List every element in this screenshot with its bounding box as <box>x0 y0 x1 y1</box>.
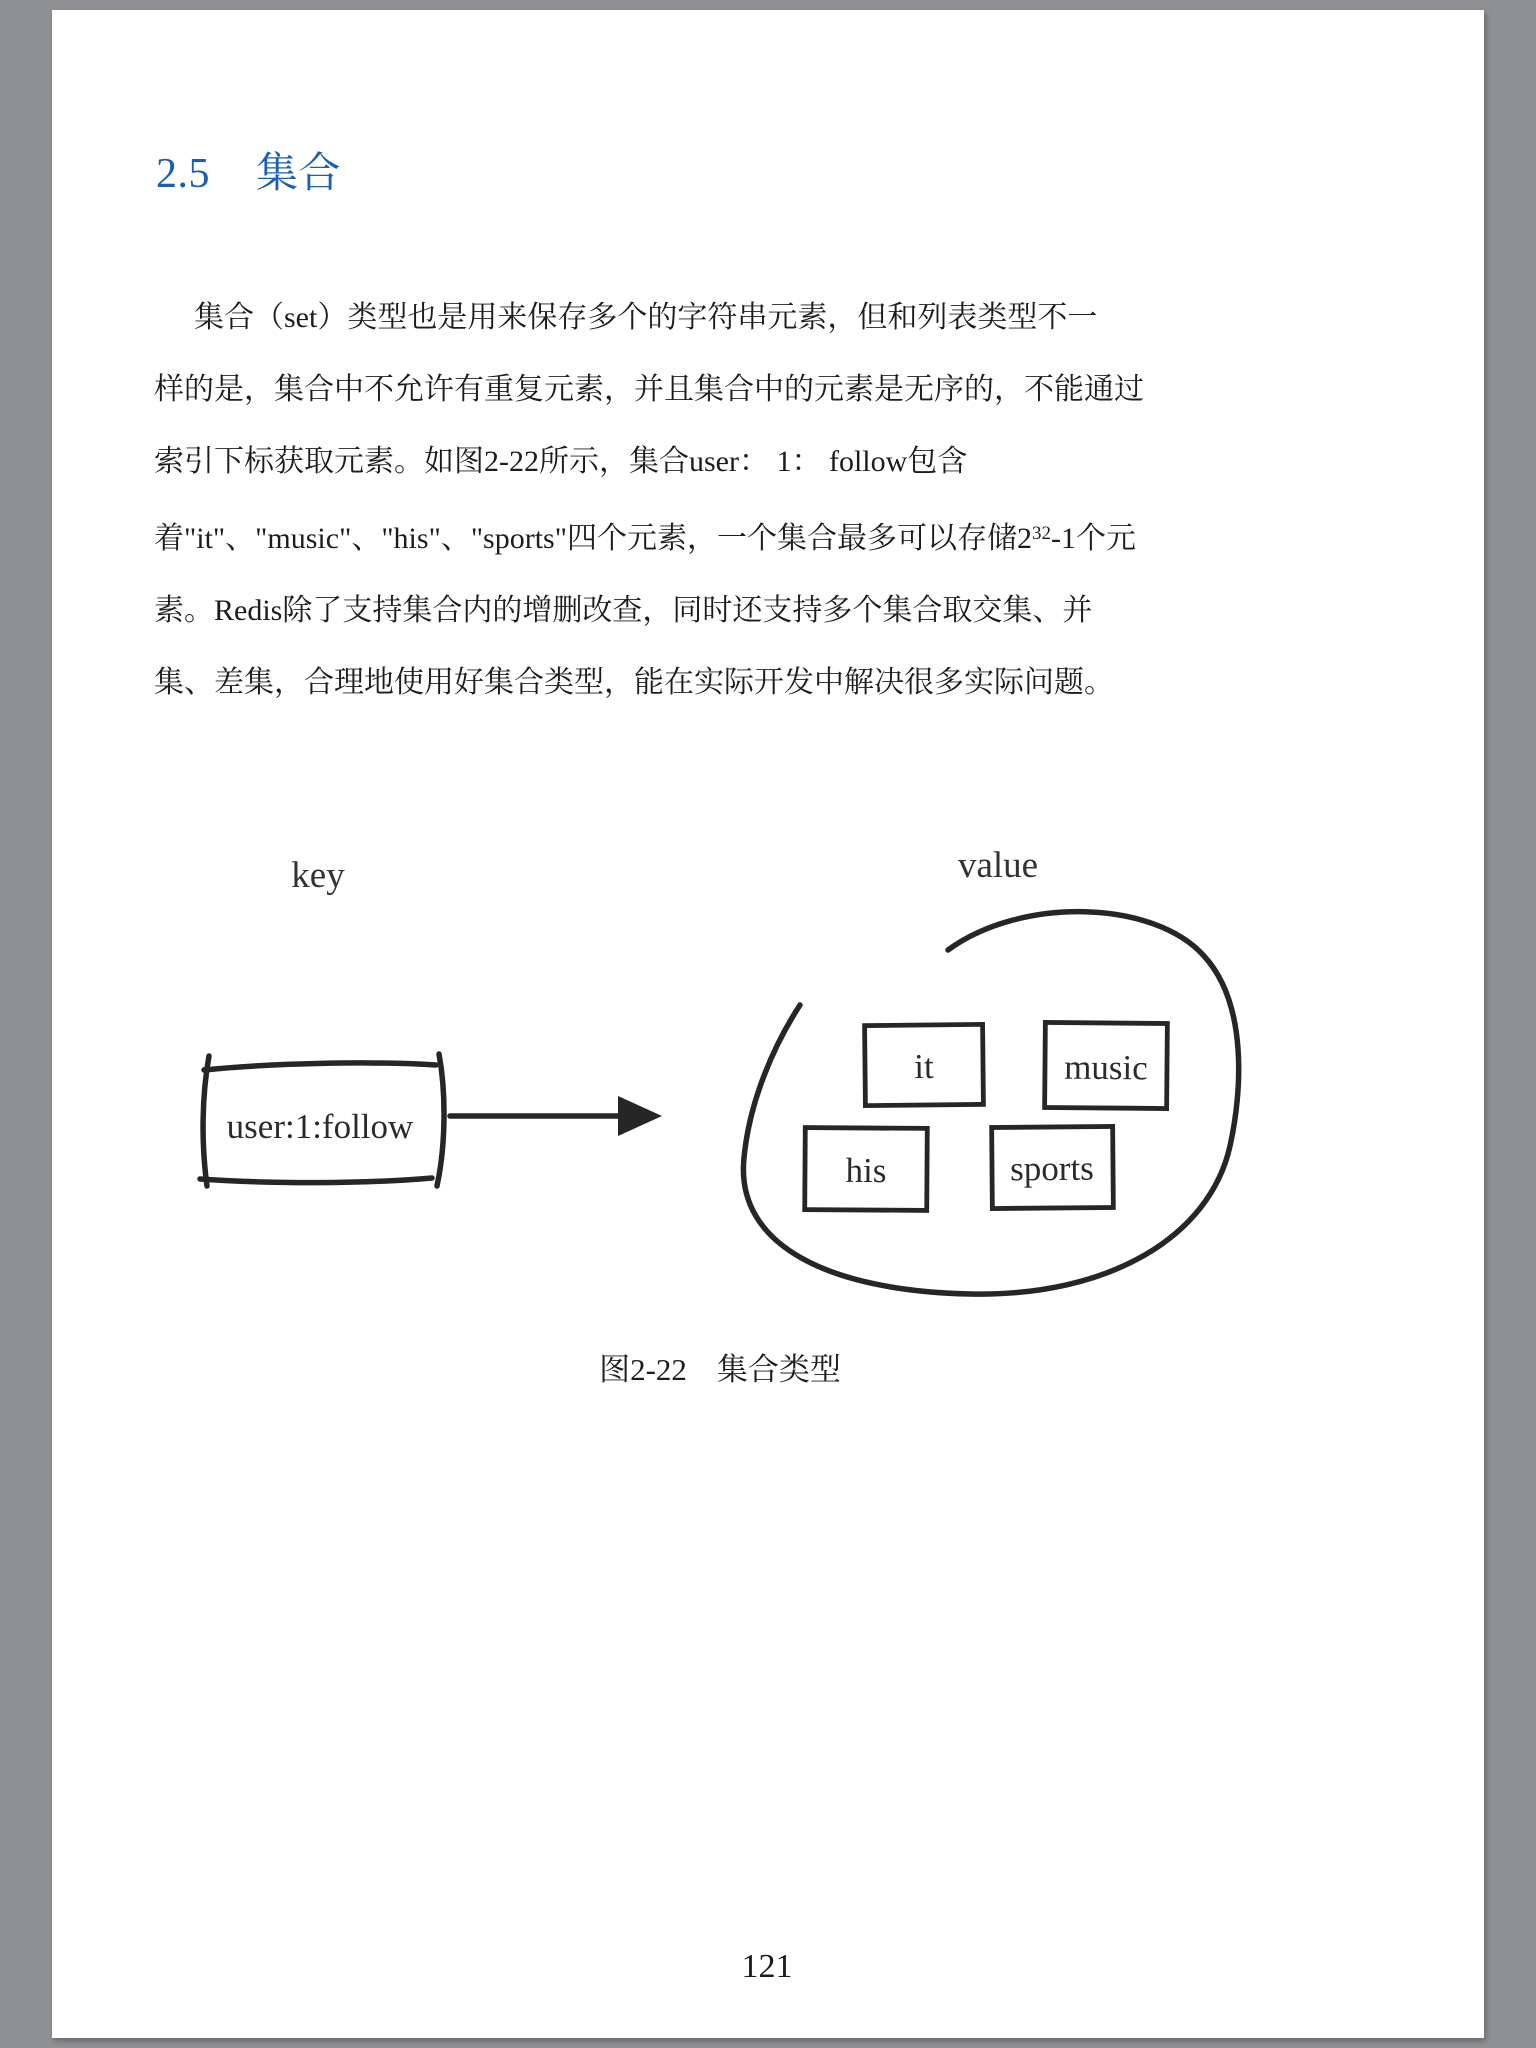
arrow-head-icon <box>618 1096 662 1136</box>
caption-title: 集合类型 <box>716 1352 841 1387</box>
book-page <box>52 10 1484 2038</box>
member-it-text: it <box>914 1046 934 1087</box>
key-label: key <box>291 855 345 896</box>
paragraph-line <box>154 498 1136 575</box>
member-box-sports <box>992 1126 1114 1208</box>
set-diagram-svg <box>192 830 1292 1322</box>
paragraph-line: 样的是，集合中不允许有重复元素，并且集合中的元素是无序的，不能通过 <box>154 373 1144 406</box>
member-sports-text: sports <box>1010 1148 1094 1189</box>
member-box-it <box>865 1024 984 1105</box>
key-box <box>200 1054 444 1186</box>
member-box-music <box>1045 1022 1168 1108</box>
section-heading <box>156 140 341 200</box>
key-box-text: user:1:follow <box>226 1107 414 1146</box>
value-label: value <box>957 845 1039 886</box>
line4-text-after: -1个元 <box>1050 522 1136 555</box>
paragraph-line: 素。Redis除了支持集合内的增删改查，同时还支持多个集合取交集、并 <box>154 594 1093 627</box>
heading-number: 2.5 <box>156 151 210 197</box>
caption-number: 图2-22 <box>599 1352 687 1387</box>
page-number: 121 <box>741 1948 793 1985</box>
body-paragraph <box>154 282 1144 719</box>
heading-title: 集合 <box>256 151 342 197</box>
member-box-his <box>805 1128 928 1211</box>
exponent-superscript: 32 <box>1031 523 1051 544</box>
paragraph-line: 集、差集，合理地使用好集合类型，能在实际开发中解决很多实际问题。 <box>154 666 1114 699</box>
figure-diagram <box>192 830 1292 1322</box>
paragraph-line: 集合（set）类型也是用来保存多个的字符串元素，但和列表类型不一 <box>194 301 1098 334</box>
figure-caption <box>599 1344 841 1389</box>
line4-text-before: 着"it"、"music"、"his"、"sports"四个元素，一个集合最多可以存储2 <box>154 522 1032 555</box>
arrow <box>450 1096 662 1136</box>
member-his-text: his <box>845 1150 887 1191</box>
member-music-text: music <box>1064 1047 1148 1088</box>
paragraph-line: 索引下标获取元素。如图2-22所示，集合user： 1： follow包含 <box>154 445 968 478</box>
